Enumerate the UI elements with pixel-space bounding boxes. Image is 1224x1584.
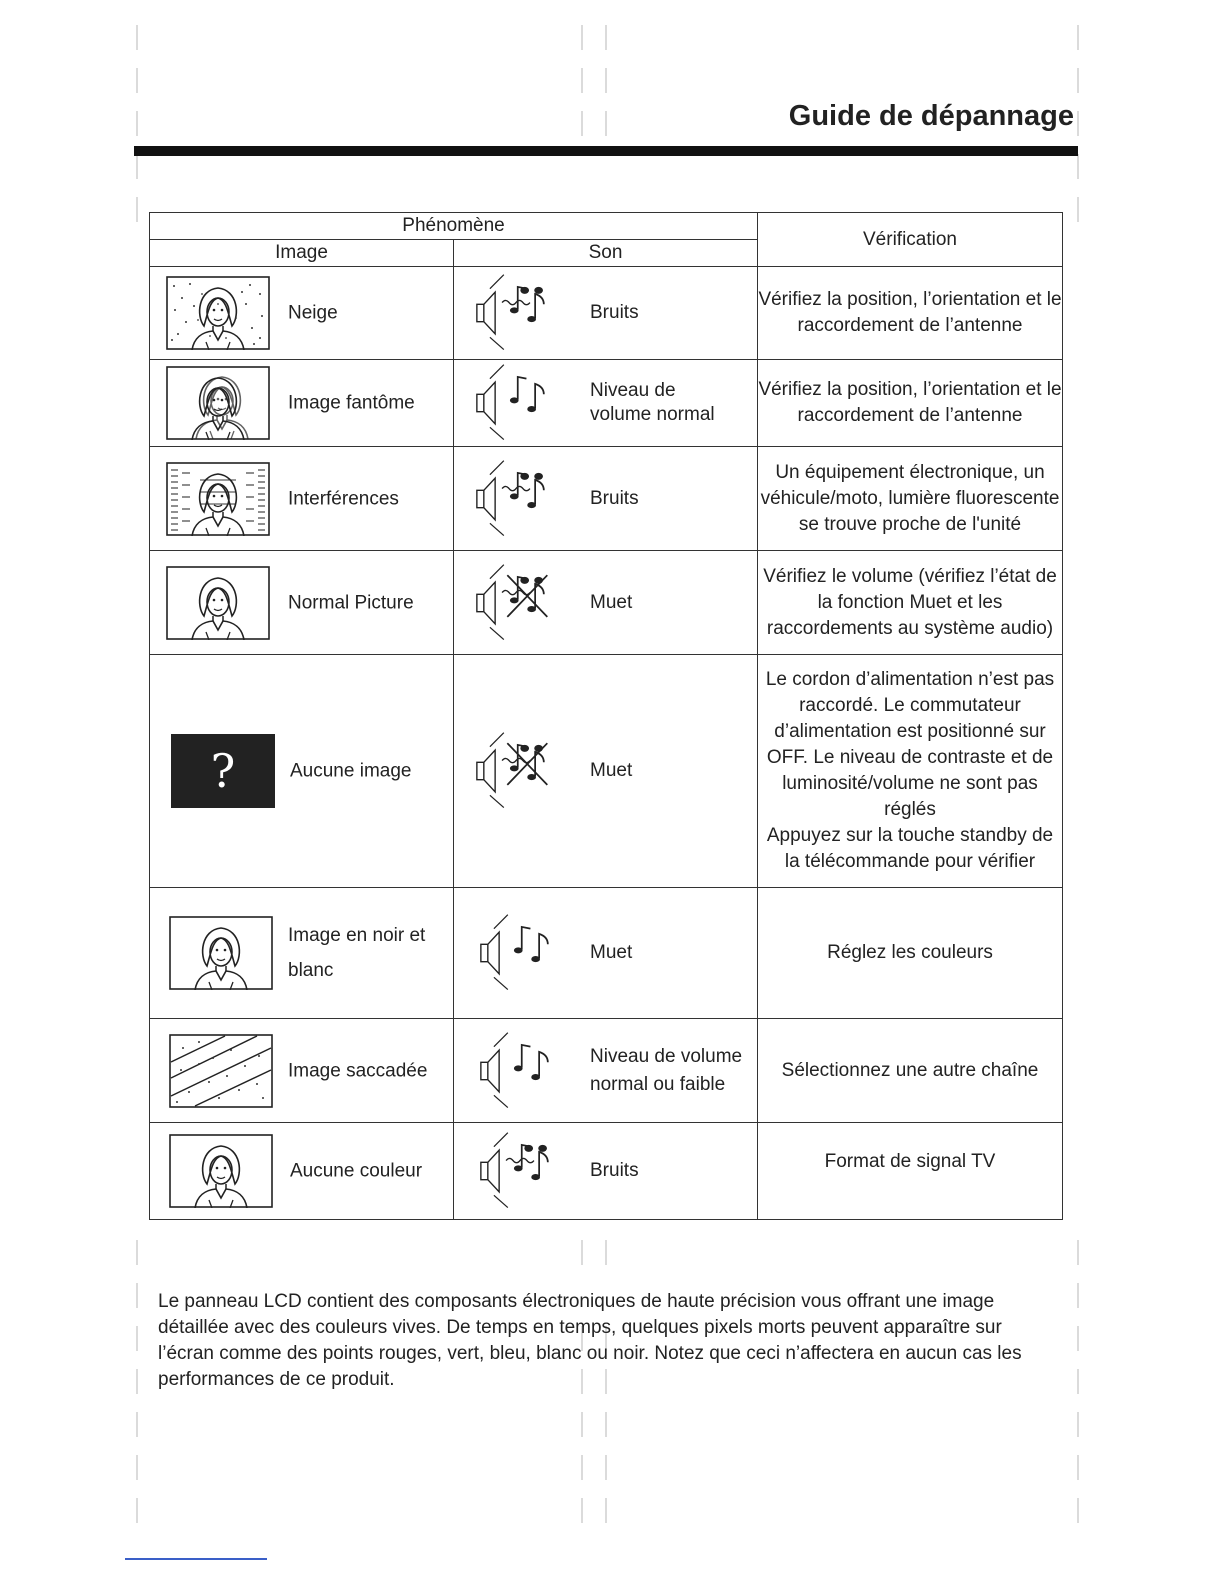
image-label: Image en noir et blanc xyxy=(288,925,426,981)
verification-extra: Appuyez sur la touche standby de la télécommande pour vérifier xyxy=(766,825,1054,872)
speaker-noise-icon xyxy=(470,1131,570,1211)
sound-label: Niveau de volume normal xyxy=(590,380,715,425)
ghost-portrait-icon xyxy=(166,366,270,440)
image-cell xyxy=(150,360,454,447)
verification-cell: Vérifiez le volume (vérifiez l’état de la fonction Muet et les raccordements au système audio) xyxy=(758,551,1063,655)
sound-cell xyxy=(454,888,758,1019)
header-son: Son xyxy=(454,240,758,267)
image-label: Aucune image xyxy=(290,760,412,782)
sound-label: Muet xyxy=(590,760,633,781)
snow-portrait-icon xyxy=(166,276,270,350)
image-cell xyxy=(150,1123,454,1220)
speaker-music-icon xyxy=(470,913,570,993)
header-phenomene: Phénomène xyxy=(150,213,758,240)
table-row xyxy=(150,888,1063,1019)
table-row xyxy=(150,1019,1063,1123)
speaker-noise-icon xyxy=(466,273,566,353)
sound-cell xyxy=(454,1019,758,1123)
sound-cell xyxy=(454,655,758,888)
troubleshooting-table xyxy=(149,212,1063,1220)
sound-label: Muet xyxy=(590,591,633,613)
interference-portrait-icon xyxy=(166,462,270,536)
table-row xyxy=(150,267,1063,360)
sound-cell xyxy=(454,267,758,360)
image-label: Neige xyxy=(288,302,338,324)
normal-portrait-icon xyxy=(166,566,270,640)
speaker-music-icon xyxy=(466,363,566,443)
bw-portrait-icon xyxy=(169,916,273,990)
speaker-music-icon xyxy=(470,1031,570,1111)
verification-cell xyxy=(758,1123,1063,1220)
page-title: Guide de dépannage xyxy=(788,100,1074,132)
speaker-noise-icon xyxy=(466,459,566,539)
image-cell xyxy=(150,1019,454,1123)
table-row xyxy=(150,551,1063,655)
verification-cell: Vérifiez la position, l’orientation et le raccordement de l’antenne xyxy=(758,360,1063,447)
question-mark-glyph: ? xyxy=(210,744,236,798)
header-verification: Vérification xyxy=(758,213,1063,267)
speaker-mute-icon xyxy=(466,563,566,643)
sound-label: Bruits xyxy=(590,1160,639,1181)
image-cell xyxy=(150,551,454,655)
no-color-portrait-icon xyxy=(169,1134,273,1208)
sound-label: Bruits xyxy=(590,302,639,323)
table-row xyxy=(150,655,1063,888)
table-row xyxy=(150,1123,1063,1220)
sound-label: Muet xyxy=(590,942,633,963)
lcd-pixel-note: Le panneau LCD contient des composants électroniques de haute précision vous offrant une image détaillée avec des couleurs vives. De temps en temps, quelques pixels morts peuvent apparaître sur l’écran comme des points rouges, vert, bleu, blanc ou noir. Notez que ceci n’affectera en aucun cas les performances de ce produit. xyxy=(158,1291,1022,1390)
image-label: Normal Picture xyxy=(288,592,414,613)
image-label: Image saccadée xyxy=(288,1060,428,1081)
verification-cell: Sélectionnez une autre chaîne xyxy=(758,1019,1063,1123)
image-label: Aucune couleur xyxy=(290,1160,423,1182)
sound-label: Niveau de volume normal ou faible xyxy=(590,1045,743,1095)
rolling-image-icon xyxy=(169,1034,273,1108)
image-cell xyxy=(150,447,454,551)
bottom-link-underline xyxy=(125,1558,267,1560)
speaker-mute-icon xyxy=(466,731,566,811)
sound-cell xyxy=(454,360,758,447)
sound-cell xyxy=(454,551,758,655)
verification-cell xyxy=(758,655,1063,888)
sound-cell xyxy=(454,1123,758,1220)
table-row xyxy=(150,447,1063,551)
verification-cell: Réglez les couleurs xyxy=(758,888,1063,1019)
verification-cell: Un équipement électronique, un véhicule/moto, lumière fluorescente se trouve proche de l'unité xyxy=(758,447,1063,551)
title-rule xyxy=(134,146,1078,156)
image-label: Image fantôme xyxy=(288,392,415,414)
verification-text: Format de signal TV xyxy=(824,1151,996,1172)
table-row xyxy=(150,360,1063,447)
sound-label: Bruits xyxy=(590,487,639,509)
image-cell xyxy=(150,888,454,1019)
image-cell xyxy=(150,267,454,360)
header-image: Image xyxy=(150,240,454,267)
verification-text: Le cordon d’alimentation n’est pas raccordé. Le commutateur d’alimentation est positionné sur OFF. Le niveau de contraste et de luminosité/volume ne sont pas réglés xyxy=(765,669,1055,820)
sound-cell xyxy=(454,447,758,551)
image-label: Interférences xyxy=(288,488,399,509)
no-image-icon xyxy=(171,734,275,808)
image-cell xyxy=(150,655,454,888)
verification-cell: Vérifiez la position, l’orientation et le raccordement de l’antenne xyxy=(758,267,1063,360)
